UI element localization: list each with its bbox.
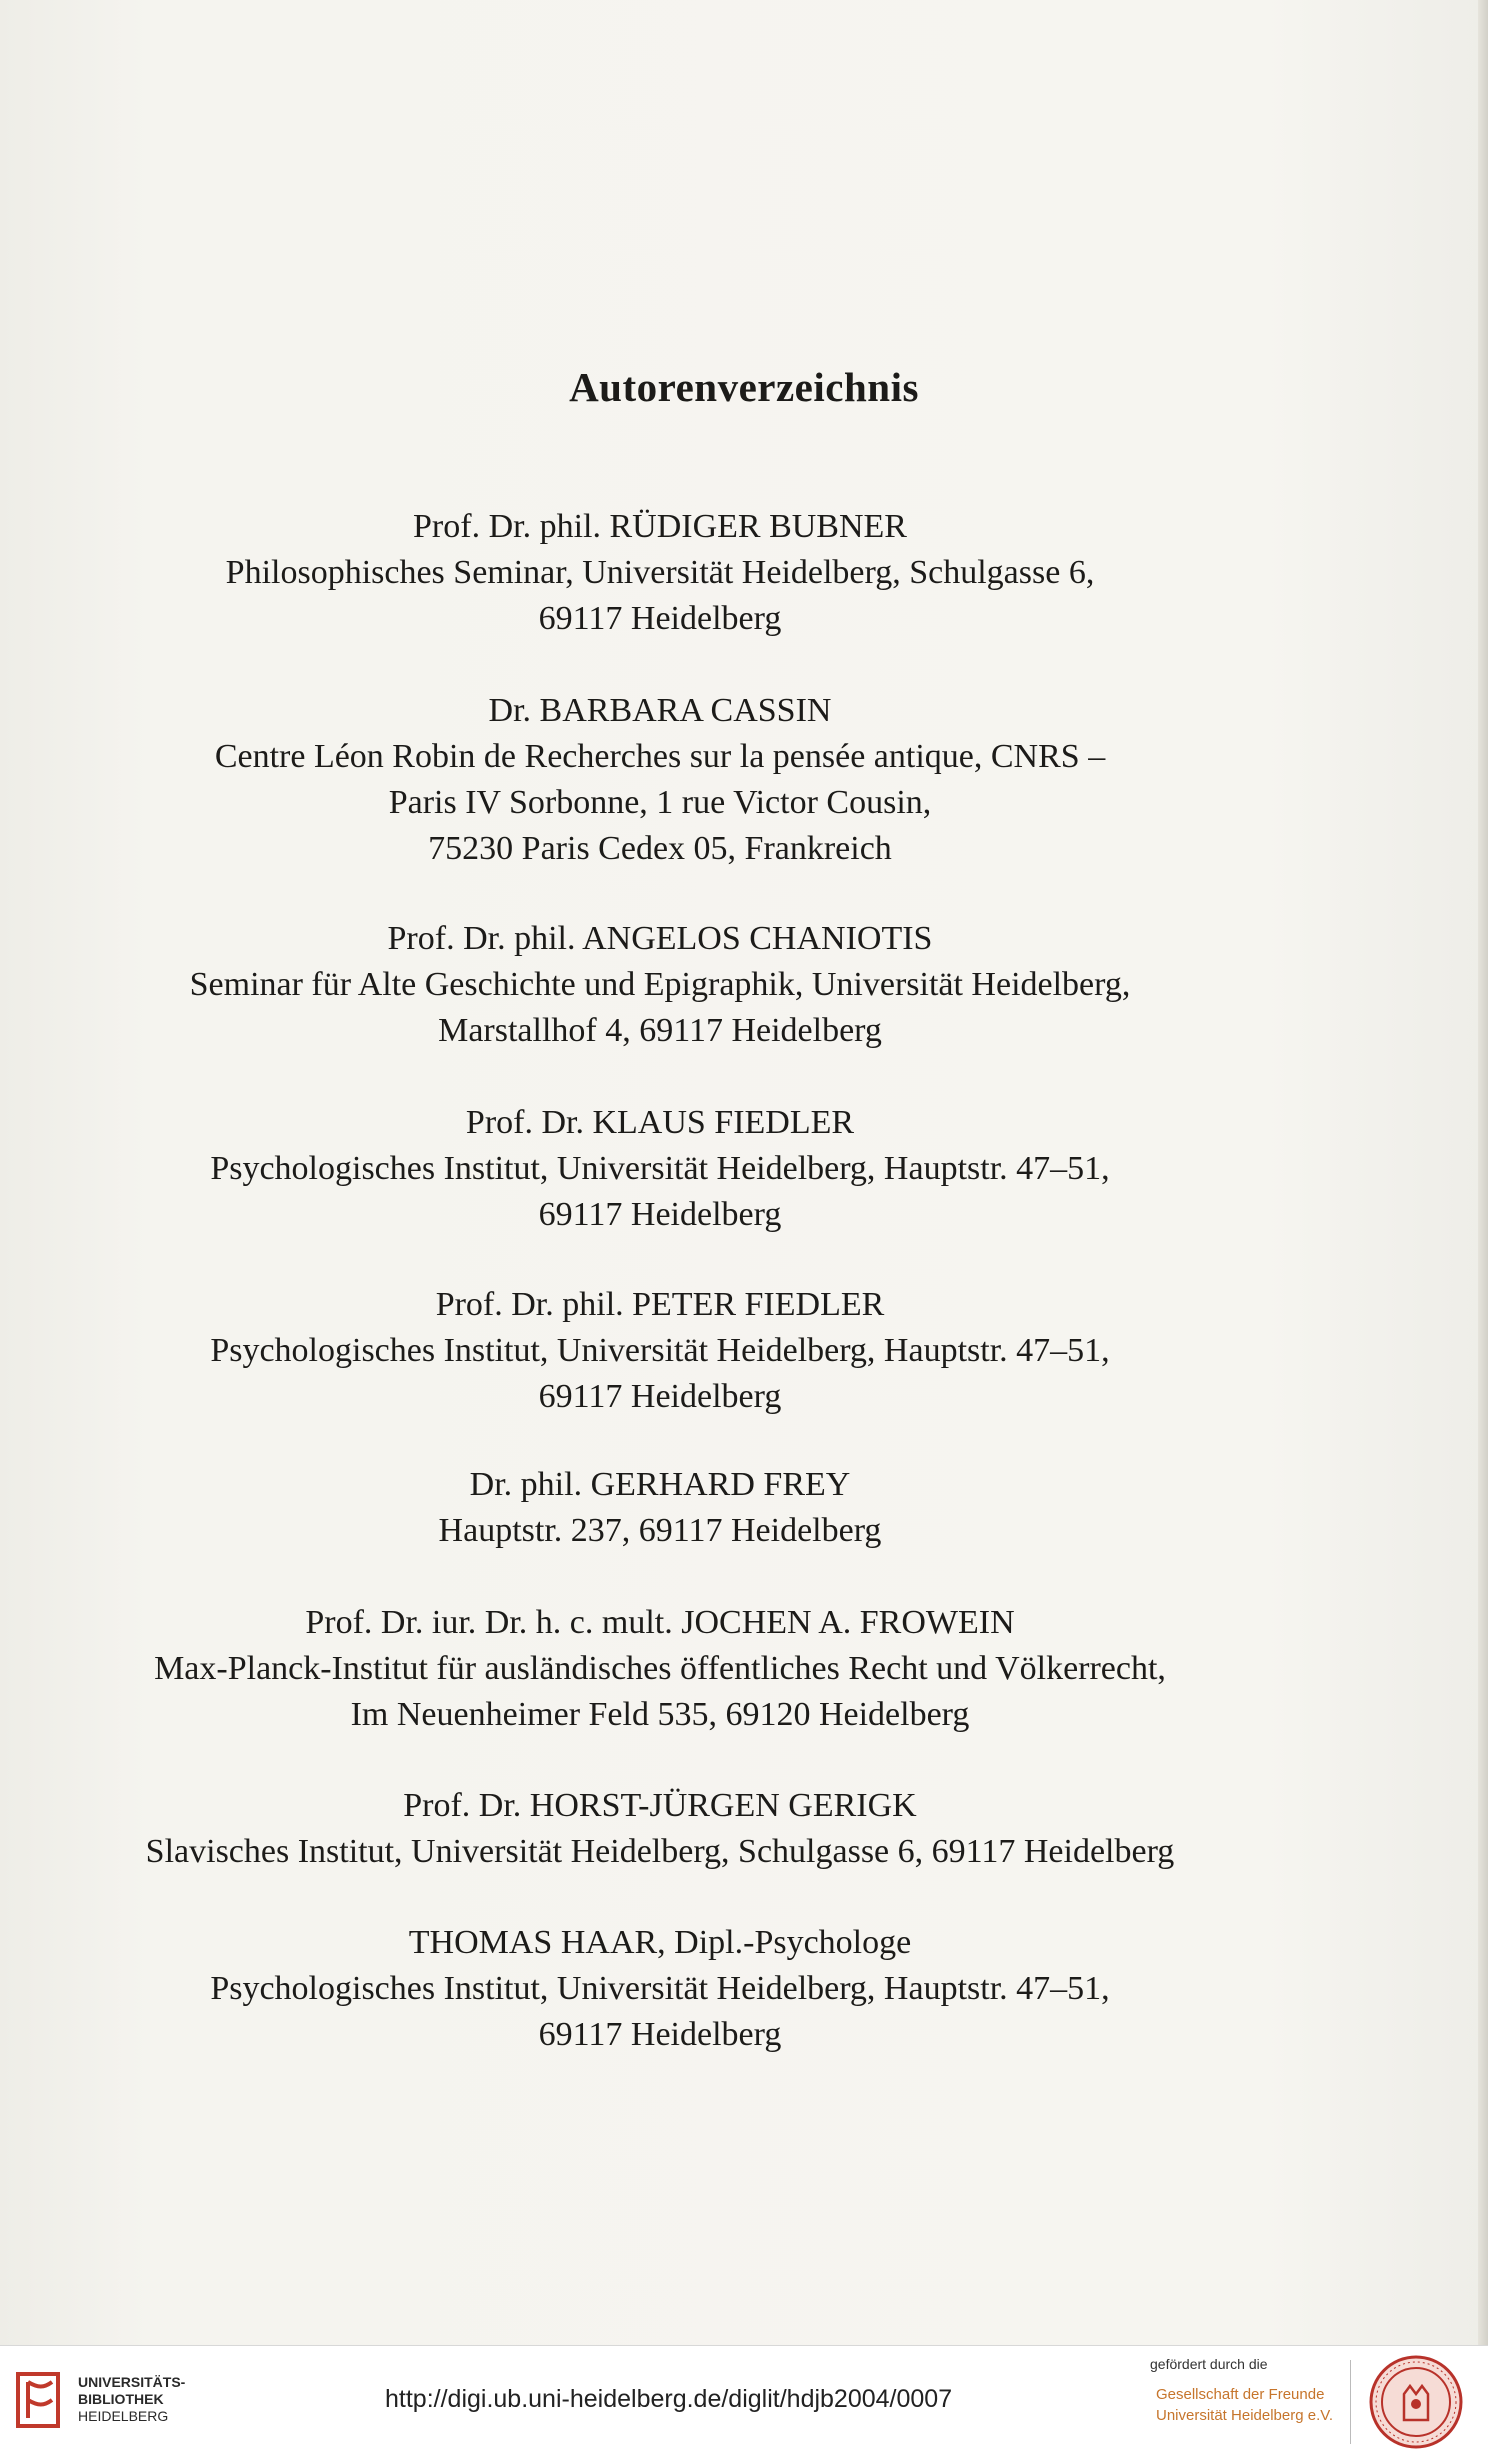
author-entry bbox=[0, 1282, 1320, 1420]
entry-line: Psychologisches Institut, Universität Heidelberg, Hauptstr. 47–51, bbox=[210, 1150, 1110, 1187]
library-name bbox=[78, 2374, 185, 2425]
entry-line: Centre Léon Robin de Recherches sur la pensée antique, CNRS – bbox=[214, 738, 1106, 775]
entry-line: 69117 Heidelberg bbox=[538, 1196, 782, 1233]
sponsor-line: Gesellschaft der Freunde bbox=[1156, 2386, 1325, 2403]
author-entry bbox=[0, 504, 1320, 642]
entry-line: Slavisches Institut, Universität Heidelberg, Schulgasse 6, 69117 Heidelberg bbox=[145, 1833, 1175, 1870]
entry-line: Prof. Dr. phil. ANGELOS CHANIOTIS bbox=[387, 920, 933, 957]
entry-line: Psychologisches Institut, Universität Heidelberg, Hauptstr. 47–51, bbox=[210, 1970, 1110, 2007]
library-line: BIBLIOTHEK bbox=[78, 2391, 164, 2407]
author-entry bbox=[0, 1100, 1320, 1238]
author-entry bbox=[0, 688, 1320, 872]
author-entry bbox=[0, 1600, 1320, 1738]
page-title: Autorenverzeichnis bbox=[569, 364, 919, 410]
entry-line: 69117 Heidelberg bbox=[538, 2016, 782, 2053]
library-line: UNIVERSITÄTS- bbox=[78, 2374, 186, 2390]
entry-line: Marstallhof 4, 69117 Heidelberg bbox=[438, 1012, 882, 1049]
library-line: HEIDELBERG bbox=[78, 2408, 169, 2424]
entry-line: 69117 Heidelberg bbox=[538, 600, 782, 637]
entry-line: Dr. phil. GERHARD FREY bbox=[469, 1466, 851, 1503]
entry-line: Prof. Dr. HORST-JÜRGEN GERIGK bbox=[403, 1787, 917, 1824]
entry-line: Prof. Dr. phil. RÜDIGER BUBNER bbox=[413, 508, 907, 545]
entry-line: Dr. BARBARA CASSIN bbox=[488, 692, 832, 729]
page-edge bbox=[1478, 0, 1488, 2345]
entry-line: Prof. Dr. iur. Dr. h. c. mult. JOCHEN A. FROWEIN bbox=[305, 1604, 1015, 1641]
entry-line: Seminar für Alte Geschichte und Epigraphik, Universität Heidelberg, bbox=[189, 966, 1131, 1003]
university-seal-icon bbox=[1368, 2354, 1464, 2450]
author-entry bbox=[0, 1462, 1320, 1554]
entry-line: Prof. Dr. KLAUS FIEDLER bbox=[465, 1104, 855, 1141]
author-entry bbox=[0, 1920, 1320, 2058]
entry-line: Im Neuenheimer Feld 535, 69120 Heidelberg bbox=[350, 1696, 970, 1733]
entry-line: 75230 Paris Cedex 05, Frankreich bbox=[428, 830, 892, 867]
permalink-url[interactable]: http://digi.ub.uni-heidelberg.de/diglit/hdjb2004/0007 bbox=[385, 2385, 953, 2413]
sponsor-intro: gefördert durch die bbox=[1150, 2356, 1268, 2372]
author-entry bbox=[0, 916, 1320, 1054]
ub-book-icon bbox=[14, 2368, 66, 2432]
entry-line: Hauptstr. 237, 69117 Heidelberg bbox=[438, 1512, 882, 1549]
sponsor-name bbox=[1156, 2384, 1333, 2426]
entry-line: Philosophisches Seminar, Universität Heidelberg, Schulgasse 6, bbox=[225, 554, 1095, 591]
entry-line: Max-Planck-Institut für ausländisches öffentliches Recht und Völkerrecht, bbox=[154, 1650, 1166, 1687]
divider bbox=[1350, 2360, 1351, 2444]
entry-line: Paris IV Sorbonne, 1 rue Victor Cousin, bbox=[388, 784, 932, 821]
sponsor-line: Universität Heidelberg e.V. bbox=[1156, 2407, 1334, 2424]
entry-line: 69117 Heidelberg bbox=[538, 1378, 782, 1415]
author-entry bbox=[0, 1783, 1320, 1875]
entry-line: Psychologisches Institut, Universität Heidelberg, Hauptstr. 47–51, bbox=[210, 1332, 1110, 1369]
entry-line: THOMAS HAAR, Dipl.-Psychologe bbox=[408, 1924, 912, 1961]
entry-line: Prof. Dr. phil. PETER FIEDLER bbox=[435, 1286, 885, 1323]
digitization-footer bbox=[0, 2345, 1488, 2454]
